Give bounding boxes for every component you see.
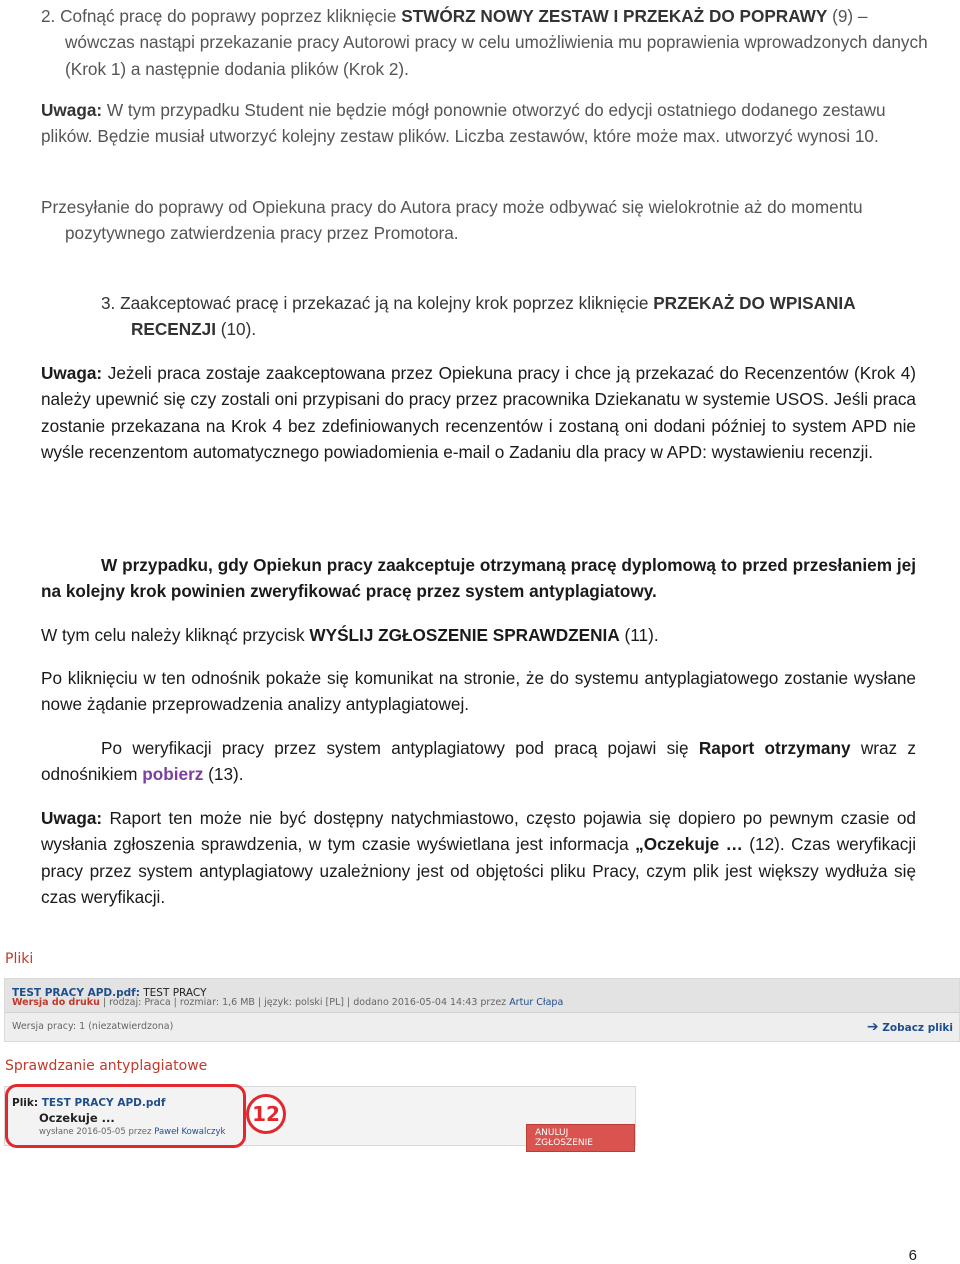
file-name-link[interactable]: TEST PRACY APD.pdf:	[12, 987, 140, 999]
file-header	[5, 979, 959, 1013]
create-set-and-return-label: STWÓRZ NOWY ZESTAW I PRZEKAŻ DO POPRAWY	[401, 6, 828, 26]
step-3-lead: 3. Zaakceptować pracę i przekazać ją na kolejny krok poprzez kliknięcie	[101, 293, 654, 313]
note-3-text-1: Raport ten może nie być dostępny natychmiastowo, często pojawia się dopiero po pewnym czasie od wysłania zgłoszenia sprawdzenia, w tym czasie wyświetlana jest informacja	[41, 808, 916, 855]
send-request-label: WYŚLIJ ZGŁOSZENIE SPRAWDZENIA	[309, 625, 620, 645]
report-rest: (13).	[203, 764, 244, 785]
download-link[interactable]: pobierz	[142, 764, 204, 785]
author-link[interactable]: Artur Cłapa	[509, 997, 564, 1008]
report-received-label: Raport otrzymany	[698, 738, 851, 758]
file-meta: | rodzaj: Praca | rozmiar: 1,6 MB | język: polski [PL] | dodano 2016-05-04 14:43 przez	[99, 997, 510, 1008]
files-panel	[4, 978, 960, 1042]
note-label: Uwaga:	[41, 100, 103, 120]
file-description: TEST PRACY	[139, 987, 207, 999]
file-label: Plik:	[12, 1097, 39, 1109]
note-2-text: Jeżeli praca zostaje zaakceptowana przez Opiekuna pracy i chce ją przekazać do Recenzentów (Krok 4) należy upewnić się czy zostali oni przypisani do pracy przez pracownika Dziekanatu w systemie USOS. Jeśli praca zostanie przekazana na Krok 4 bez zdefiniowanych recenzentów i zostaną oni dodani później to system APD nie wyśle recenzentom automatycznego powiadomienia e-mail o Zadaniu dla pracy w APD: wystawieniu recenzji.	[41, 363, 916, 463]
step-2-rest: (9) – wówczas nastąpi przekazanie pracy Autorowi pracy w celu umożliwienia mu poprawienia wprowadzonych danych (Krok 1) a następnie dodania plików (Krok 2).	[65, 6, 928, 79]
note-label: Uwaga:	[41, 808, 103, 828]
see-files-button[interactable]	[867, 1019, 953, 1035]
files-section-title: Pliki	[5, 951, 34, 967]
report-paragraph	[41, 735, 916, 788]
sent-date: wysłane 2016-05-05 przez	[39, 1127, 155, 1137]
marker-12: 12	[246, 1094, 286, 1134]
send-request-paragraph	[41, 622, 916, 648]
pending-label: „Oczekuje …	[635, 834, 743, 855]
antiplagiarism-intro-text: W przypadku, gdy Opiekun pracy zaakceptuje otrzymaną pracę dyplomową to przed przesłaniem jej na kolejny krok powinien zweryfikować pracę przez system antyplagiatowy.	[41, 555, 916, 602]
forward-to-review-label: PRZEKAŻ DO WPISANIA RECENZJI	[131, 293, 855, 340]
antiplag-file-link[interactable]: TEST PRACY APD.pdf	[38, 1097, 166, 1109]
antiplagiarism-intro	[41, 552, 916, 605]
note-2-paragraph	[41, 360, 916, 466]
antiplagiarism-section-title: Sprawdzanie antyplagiatowe	[5, 1058, 208, 1074]
send-request-rest: (11).	[619, 625, 659, 645]
resend-text: Przesyłanie do poprawy od Opiekuna pracy do Autora pracy może odbywać się wielokrotnie aż do momentu pozytywnego zatwierdzenia pracy przez Promotora.	[41, 197, 863, 244]
report-lead: Po weryfikacji pracy przez system antyplagiatowy pod pracą pojawi się	[101, 738, 699, 758]
cancel-request-button[interactable]: ANULUJ ZGŁOSZENIE	[526, 1124, 635, 1152]
step-2-paragraph	[41, 3, 940, 82]
note-1-text: W tym przypadku Student nie będzie mógł ponownie otworzyć do edycji ostatniego dodanego zestawu plików. Będzie musiał utworzyć kolejny zestaw plików. Liczba zestawów, które może max. utworzyć wynosi 10.	[41, 100, 886, 147]
after-click-paragraph	[41, 665, 916, 718]
arrow-right-icon: ➔	[866, 1019, 879, 1035]
after-click-text: Po kliknięciu w ten odnośnik pokaże się komunikat na stronie, że do systemu antyplagiatowego zostanie wysłane nowe żądanie przeprowadzenia analizy antyplagiatowej.	[41, 668, 916, 715]
note-3-paragraph	[41, 805, 916, 911]
send-request-lead: W tym celu należy kliknąć przycisk	[41, 625, 310, 645]
note-label: Uwaga:	[41, 363, 103, 383]
note-3-text-2: (12). Czas weryfikacji pracy przez system antyplagiatowy uzależniony jest od objętości pliku Pracy, czym plik jest większy wydłuża się czas weryfikacji.	[41, 834, 917, 908]
resend-paragraph	[41, 194, 940, 247]
version-set-label: Wersja pracy: 1 (niezatwierdzona)	[12, 1021, 174, 1032]
see-files-label: Zobacz pliki	[882, 1022, 953, 1034]
note-1-paragraph	[41, 97, 916, 150]
highlight-frame	[5, 1084, 246, 1148]
sender-link[interactable]: Paweł Kowalczyk	[154, 1127, 226, 1137]
page-number: 6	[908, 1247, 917, 1264]
file-meta-line	[12, 997, 563, 1008]
version-label: Wersja do druku	[12, 997, 100, 1008]
step-3-rest: (10).	[216, 319, 257, 340]
step-2-lead: 2. Cofnąć pracę do poprawy poprzez kliknięcie	[41, 6, 402, 26]
step-3-paragraph	[101, 290, 931, 343]
pending-status: Oczekuje ...	[39, 1111, 115, 1125]
report-mid: wraz z odnośnikiem	[41, 738, 916, 785]
